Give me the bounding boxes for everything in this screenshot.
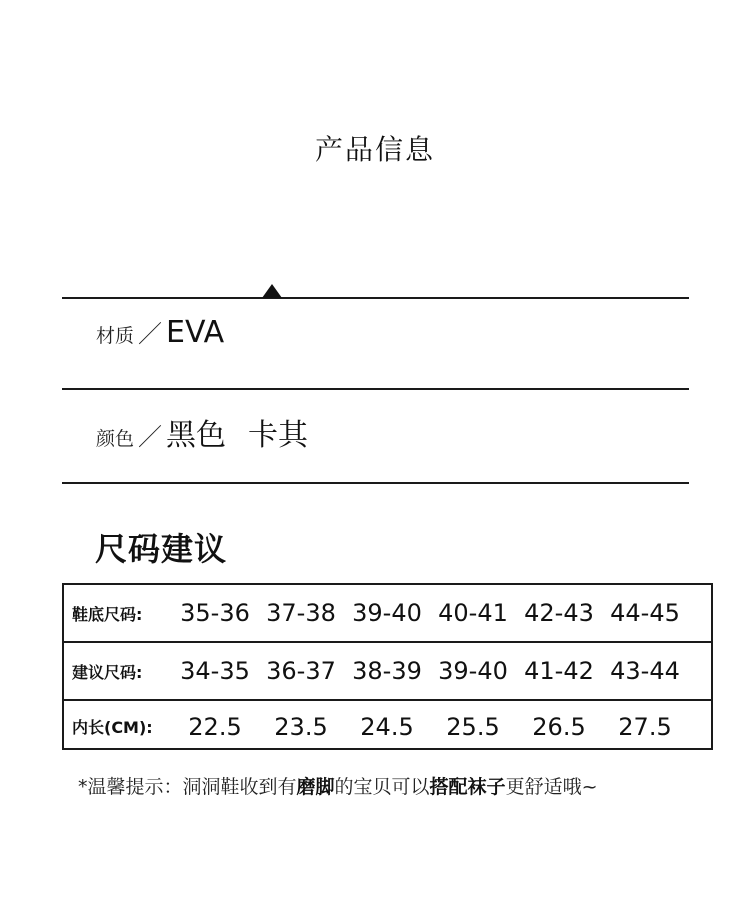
table-cell: 43-44 xyxy=(610,657,680,685)
table-cell: 23.5 xyxy=(274,712,328,741)
color-separator: ／ xyxy=(138,423,163,451)
row-label-inner-length: 内长(CM): xyxy=(72,718,153,737)
color-value-black: 黑色 xyxy=(166,418,227,453)
table-row xyxy=(64,641,711,699)
table-cell: 44-45 xyxy=(610,599,680,627)
triangle-marker-icon xyxy=(262,284,282,298)
tip-middle: 的宝贝可以 xyxy=(334,776,430,798)
material-row xyxy=(96,314,224,350)
material-label: 材质 xyxy=(96,325,135,347)
divider-middle xyxy=(62,388,689,390)
table-row xyxy=(64,699,711,752)
table-cell: 27.5 xyxy=(618,712,672,741)
tip-bold-chafing: 磨脚 xyxy=(296,776,335,798)
color-label: 颜色 xyxy=(96,428,135,450)
table-cell: 25.5 xyxy=(446,712,500,741)
table-cell: 36-37 xyxy=(266,657,336,685)
table-cell: 26.5 xyxy=(532,712,586,741)
table-cell: 40-41 xyxy=(438,599,508,627)
table-cell: 35-36 xyxy=(180,599,250,627)
table-cell: 24.5 xyxy=(360,712,414,741)
row-label-sole-size: 鞋底尺码: xyxy=(72,604,143,624)
tip-suffix: 更舒适哦~ xyxy=(505,776,598,798)
table-cell: 39-40 xyxy=(438,657,508,685)
divider-top xyxy=(62,297,689,299)
divider-bottom xyxy=(62,482,689,484)
table-cell: 41-42 xyxy=(524,657,594,685)
color-row xyxy=(96,410,308,454)
material-separator: ／ xyxy=(138,320,163,348)
size-table xyxy=(62,583,713,750)
page-title: 产品信息 xyxy=(314,133,435,166)
tip-bold-socks: 搭配袜子 xyxy=(429,776,506,798)
table-cell: 34-35 xyxy=(180,657,250,685)
size-section-title: 尺码建议 xyxy=(95,530,228,568)
color-value-khaki: 卡其 xyxy=(248,418,309,453)
table-cell: 38-39 xyxy=(352,657,422,685)
table-cell: 39-40 xyxy=(352,599,422,627)
material-value: EVA xyxy=(166,315,225,350)
tip-text xyxy=(78,772,597,799)
table-cell: 42-43 xyxy=(524,599,594,627)
table-row xyxy=(64,585,711,641)
row-label-suggested-size: 建议尺码: xyxy=(72,662,143,682)
table-cell: 37-38 xyxy=(266,599,336,627)
tip-prefix: *温馨提示：洞洞鞋收到有 xyxy=(78,776,297,798)
table-cell: 22.5 xyxy=(188,712,242,741)
